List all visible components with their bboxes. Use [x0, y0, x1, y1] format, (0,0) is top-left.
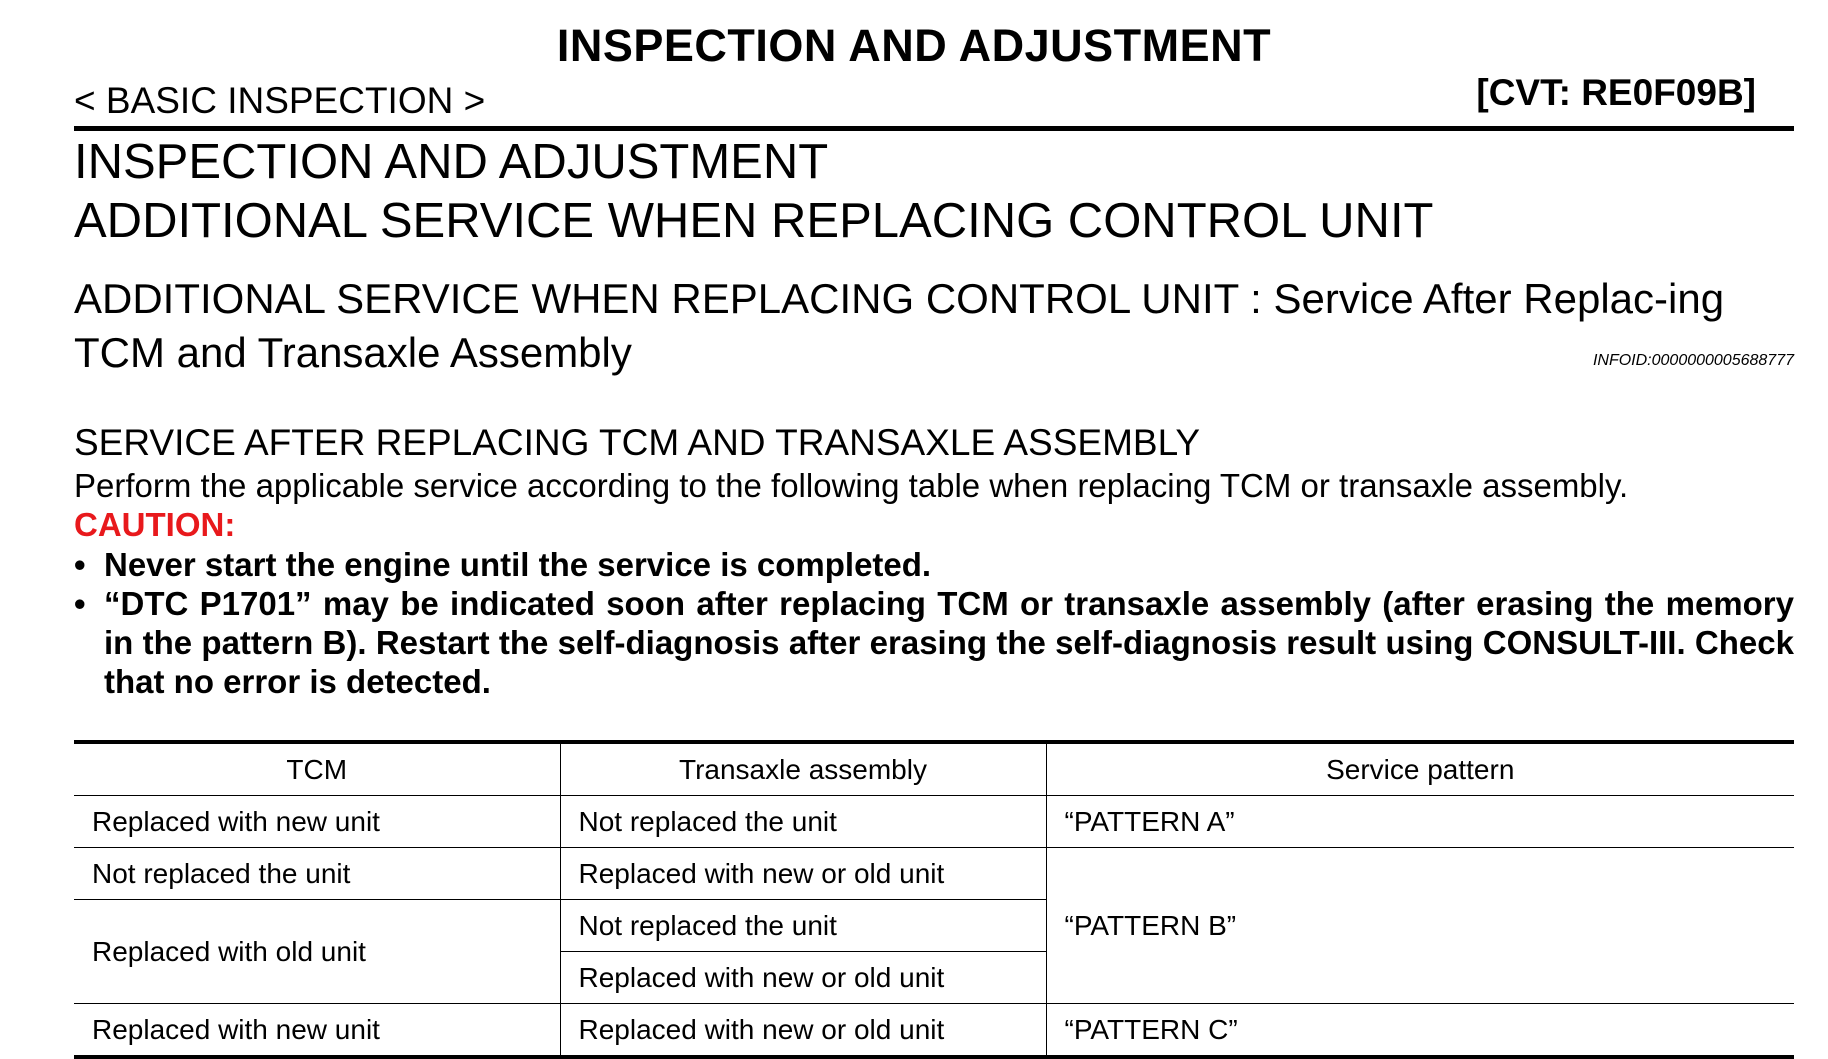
table-row	[74, 796, 1794, 848]
caution-label: CAUTION:	[74, 506, 236, 543]
table-row	[74, 848, 1794, 900]
tcm-cell: Replaced with old unit	[74, 900, 560, 1004]
header-rule	[74, 126, 1794, 131]
tcm-cell: Replaced with new unit	[74, 1004, 560, 1058]
tcm-cell: Replaced with new unit	[74, 796, 560, 848]
page-title: INSPECTION AND ADJUSTMENT	[556, 20, 1272, 71]
section-subtitle: ADDITIONAL SERVICE WHEN REPLACING CONTROL UNIT	[74, 194, 1434, 248]
transaxle-cell: Replaced with new or old unit	[560, 848, 1046, 900]
info-id: INFOID:0000000005688777	[1592, 352, 1794, 369]
service-pattern-cell: “PATTERN A”	[1046, 796, 1794, 848]
column-header-tcm: TCM	[74, 742, 560, 796]
transaxle-cell: Replaced with new or old unit	[560, 952, 1046, 1004]
caution-item	[74, 545, 1794, 584]
subheading: SERVICE AFTER REPLACING TCM AND TRANSAXLE ASSEMBLY	[74, 422, 1201, 463]
topic-title: ADDITIONAL SERVICE WHEN REPLACING CONTROL UNIT : Service After Replac-ing TCM and Transaxle Assembly	[74, 275, 1725, 376]
intro-paragraph: Perform the applicable service according to the following table when replacing TCM or transaxle assembly.	[74, 467, 1629, 504]
caution-text: “DTC P1701” may be indicated soon after replacing TCM or transaxle assembly (after erasing the memory in the pattern B). Restart the self-diagnosis after erasing the self-diagnosis result using CONSULT-III. Check that no error is detected.	[104, 585, 1794, 700]
table-row	[74, 1004, 1794, 1058]
caution-text: Never start the engine until the service is completed.	[104, 546, 932, 583]
transaxle-cell: Replaced with new or old unit	[560, 1004, 1046, 1058]
model-code: [CVT: RE0F09B]	[1476, 72, 1756, 113]
service-pattern-cell: “PATTERN C”	[1046, 1004, 1794, 1058]
caution-list	[74, 545, 1794, 701]
transaxle-cell: Not replaced the unit	[560, 796, 1046, 848]
transaxle-cell: Not replaced the unit	[560, 900, 1046, 952]
service-pattern-table	[74, 740, 1794, 1059]
bullet-icon: •	[74, 546, 86, 583]
table-header-row	[74, 742, 1794, 796]
caution-item	[74, 584, 1794, 701]
tcm-cell: Not replaced the unit	[74, 848, 560, 900]
column-header-service-pattern: Service pattern	[1046, 742, 1794, 796]
service-pattern-cell: “PATTERN B”	[1046, 848, 1794, 1004]
column-header-transaxle: Transaxle assembly	[560, 742, 1046, 796]
breadcrumb: < BASIC INSPECTION >	[74, 80, 486, 121]
section-title: INSPECTION AND ADJUSTMENT	[74, 135, 829, 189]
bullet-icon: •	[74, 585, 86, 622]
